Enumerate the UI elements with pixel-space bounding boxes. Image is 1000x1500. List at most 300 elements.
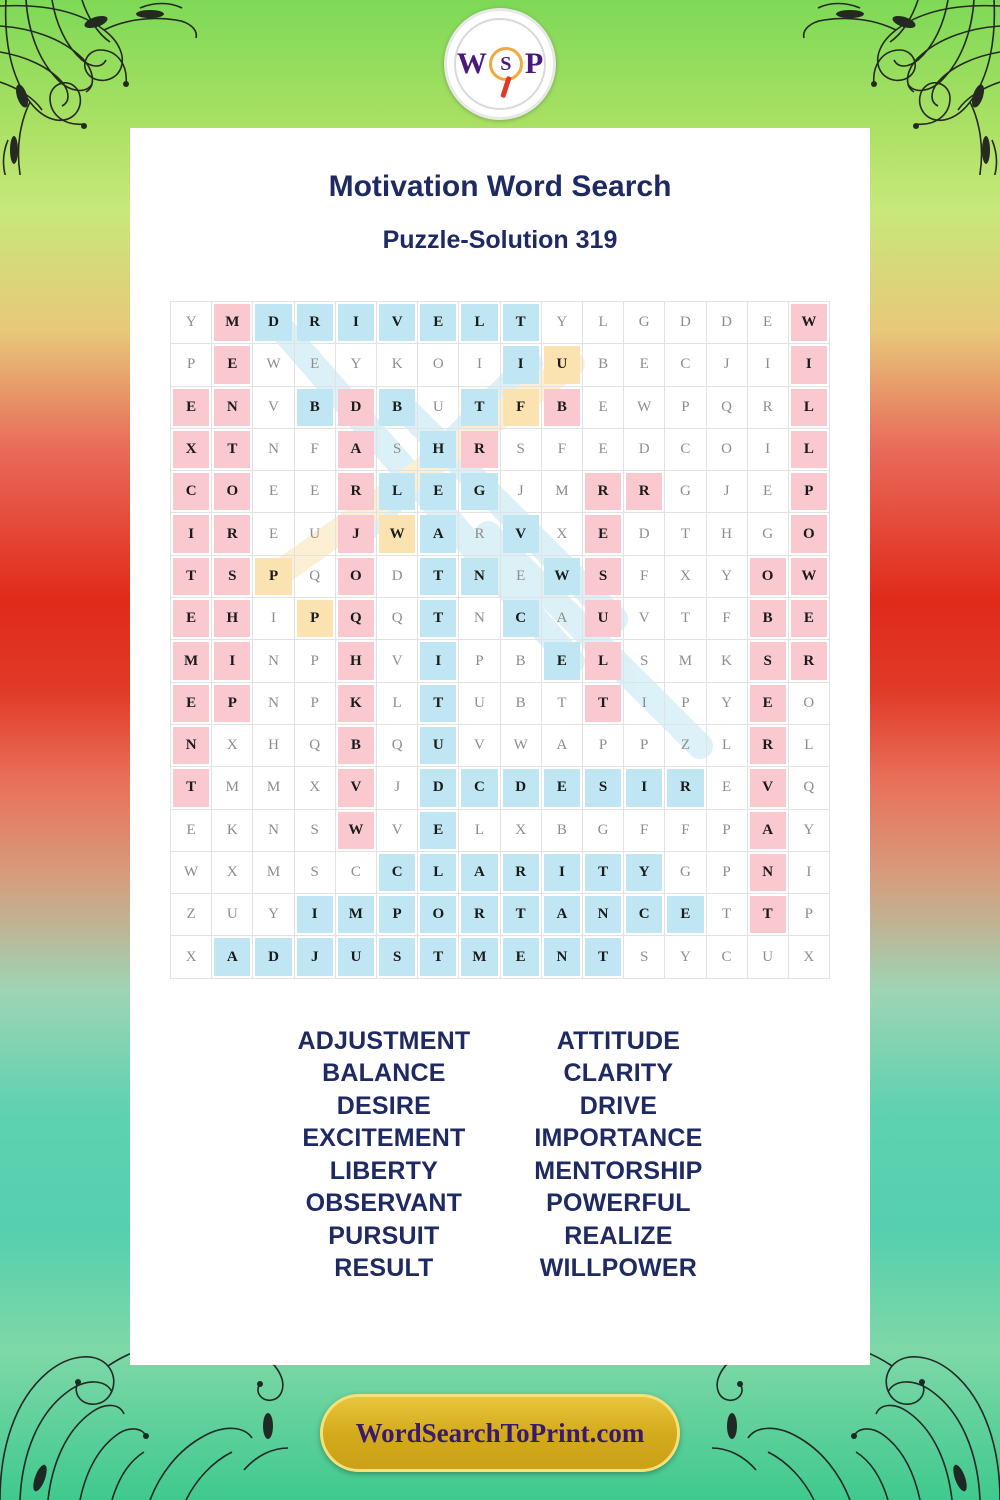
grid-letter: E	[556, 779, 567, 796]
grid-letter: T	[557, 694, 567, 711]
grid-letter: R	[474, 525, 485, 542]
grid-cell	[500, 682, 541, 724]
grid-cell	[171, 767, 212, 809]
grid-letter: Y	[268, 906, 279, 923]
grid-letter: E	[680, 906, 691, 923]
grid-letter: S	[310, 864, 319, 880]
word-item: BALANCE	[322, 1059, 446, 1088]
grid-letter: K	[226, 821, 238, 838]
grid-letter: Q	[391, 737, 403, 754]
grid-cell	[624, 598, 665, 640]
grid-letter: J	[352, 525, 360, 542]
grid-letter: L	[392, 694, 402, 711]
grid-cell	[706, 513, 747, 555]
grid-letter: E	[310, 483, 320, 500]
grid-letter: R	[638, 483, 650, 500]
grid-letter: P	[681, 398, 690, 415]
grid-cell	[376, 640, 417, 682]
logo-letter-s: S	[500, 52, 512, 75]
grid-cell	[253, 894, 294, 936]
grid-letter: P	[392, 906, 402, 923]
grid-letter: I	[271, 610, 277, 627]
grid-cell	[706, 936, 747, 978]
grid-letter: I	[229, 652, 236, 669]
grid-row	[171, 724, 830, 766]
grid-letter: B	[556, 821, 567, 838]
grid-cell	[583, 640, 624, 682]
grid-letter: E	[598, 525, 609, 542]
grid-cell	[171, 809, 212, 851]
grid-cell	[624, 302, 665, 344]
grid-letter: D	[432, 779, 444, 796]
grid-cell	[294, 471, 335, 513]
grid-cell	[541, 386, 582, 428]
grid-cell	[624, 344, 665, 386]
grid-letter: R	[226, 525, 238, 542]
grid-cell	[294, 513, 335, 555]
grid-letter: O	[803, 525, 815, 542]
grid-cell	[294, 344, 335, 386]
grid-cell	[500, 428, 541, 470]
grid-cell	[376, 894, 417, 936]
grid-letter: B	[598, 356, 609, 373]
grid-letter: I	[435, 652, 442, 669]
grid-letter: V	[638, 610, 650, 627]
grid-letter: S	[640, 652, 649, 669]
grid-cell	[788, 302, 829, 344]
word-item: LIBERTY	[329, 1156, 439, 1185]
grid-cell	[541, 724, 582, 766]
grid-cell	[788, 428, 829, 470]
grid-cell	[747, 851, 788, 893]
grid-letter: E	[268, 483, 279, 500]
grid-cell	[500, 894, 541, 936]
grid-cell	[747, 386, 788, 428]
grid-letter: N	[556, 948, 568, 965]
grid-letter: P	[640, 737, 649, 754]
grid-cell	[541, 555, 582, 597]
grid-cell	[747, 555, 788, 597]
word-search-grid-wrapper	[170, 301, 830, 979]
grid-letter: J	[310, 948, 319, 965]
grid-cell	[212, 598, 253, 640]
grid-cell	[253, 513, 294, 555]
grid-cell	[335, 640, 376, 682]
grid-cell	[788, 555, 829, 597]
grid-cell	[171, 386, 212, 428]
grid-cell	[335, 936, 376, 978]
grid-letter: L	[474, 821, 485, 838]
grid-cell	[171, 598, 212, 640]
grid-cell	[171, 851, 212, 893]
grid-cell	[171, 513, 212, 555]
grid-cell	[212, 344, 253, 386]
word-item: CLARITY	[563, 1059, 674, 1088]
grid-letter: S	[598, 567, 608, 584]
grid-cell	[583, 682, 624, 724]
grid-letter: F	[681, 821, 690, 838]
grid-cell	[253, 809, 294, 851]
grid-letter: R	[474, 906, 485, 923]
grid-cell	[747, 724, 788, 766]
grid-cell	[335, 894, 376, 936]
grid-cell	[418, 767, 459, 809]
grid-letter: E	[186, 694, 197, 711]
grid-letter: D	[268, 948, 279, 965]
grid-letter: T	[474, 398, 485, 415]
grid-cell	[788, 386, 829, 428]
grid-cell	[418, 555, 459, 597]
grid-letter: E	[762, 694, 773, 711]
grid-letter: U	[226, 906, 238, 923]
grid-letter: V	[268, 398, 279, 415]
grid-letter: H	[350, 652, 362, 669]
grid-cell	[171, 471, 212, 513]
grid-cell	[376, 428, 417, 470]
grid-cell	[335, 767, 376, 809]
grid-cell	[376, 682, 417, 724]
grid-letter: N	[474, 610, 485, 627]
grid-letter: I	[352, 314, 359, 331]
grid-cell	[171, 724, 212, 766]
grid-cell	[500, 598, 541, 640]
grid-cell	[294, 386, 335, 428]
grid-letter: P	[310, 652, 319, 669]
grid-cell	[253, 555, 294, 597]
grid-cell	[459, 598, 500, 640]
grid-cell	[500, 936, 541, 978]
grid-letter: V	[391, 821, 403, 838]
grid-letter: N	[268, 694, 279, 711]
grid-cell	[747, 513, 788, 555]
grid-letter: B	[515, 694, 526, 711]
grid-letter: L	[433, 864, 444, 880]
grid-letter: X	[556, 525, 568, 542]
grid-letter: E	[763, 314, 773, 331]
grid-cell	[459, 428, 500, 470]
grid-cell	[253, 428, 294, 470]
grid-letter: S	[228, 567, 237, 584]
grid-letter: G	[473, 483, 486, 500]
grid-cell	[747, 428, 788, 470]
grid-letter: X	[185, 441, 197, 458]
grid-cell	[583, 724, 624, 766]
grid-cell	[253, 936, 294, 978]
grid-cell	[294, 894, 335, 936]
grid-cell	[376, 344, 417, 386]
grid-letter: Y	[638, 864, 650, 880]
grid-cell	[500, 302, 541, 344]
grid-letter: I	[311, 906, 318, 923]
grid-cell	[665, 682, 706, 724]
grid-cell	[500, 555, 541, 597]
grid-cell	[335, 809, 376, 851]
grid-letter: W	[184, 864, 199, 880]
grid-letter: C	[638, 906, 650, 923]
site-logo	[444, 8, 556, 120]
word-item: MENTORSHIP	[534, 1156, 703, 1185]
grid-letter: K	[350, 694, 362, 711]
grid-cell	[624, 640, 665, 682]
word-item: POWERFUL	[546, 1189, 691, 1218]
grid-cell	[583, 344, 624, 386]
grid-letter: B	[350, 737, 361, 754]
grid-cell	[335, 386, 376, 428]
grid-letter: G	[679, 483, 691, 500]
grid-cell	[583, 598, 624, 640]
grid-cell	[294, 724, 335, 766]
grid-cell	[624, 428, 665, 470]
grid-letter: T	[186, 567, 197, 584]
grid-cell	[376, 513, 417, 555]
grid-letter: T	[515, 906, 526, 923]
puzzle-sheet	[130, 128, 870, 1365]
grid-cell	[171, 640, 212, 682]
grid-cell	[418, 640, 459, 682]
grid-cell	[335, 513, 376, 555]
grid-letter: T	[680, 525, 690, 542]
grid-cell	[747, 894, 788, 936]
grid-cell	[253, 471, 294, 513]
grid-cell	[788, 809, 829, 851]
grid-cell	[665, 724, 706, 766]
grid-cell	[747, 344, 788, 386]
grid-cell	[788, 724, 829, 766]
grid-letter: F	[640, 821, 649, 838]
grid-letter: N	[474, 567, 485, 584]
grid-cell	[376, 724, 417, 766]
grid-cell	[665, 555, 706, 597]
grid-cell	[418, 471, 459, 513]
grid-letter: P	[598, 737, 608, 754]
grid-letter: T	[598, 694, 609, 711]
logo-inner-ring	[454, 18, 546, 110]
grid-cell	[541, 851, 582, 893]
grid-letter: L	[721, 737, 732, 754]
grid-cell	[253, 682, 294, 724]
grid-letter: A	[432, 525, 444, 542]
grid-cell	[212, 724, 253, 766]
logo-letter-w: W	[456, 47, 487, 80]
grid-row	[171, 386, 830, 428]
grid-row	[171, 513, 830, 555]
grid-letter: E	[433, 483, 444, 500]
grid-letter: E	[268, 525, 279, 542]
grid-letter: A	[226, 948, 238, 965]
grid-letter: Y	[721, 694, 732, 711]
grid-letter: V	[391, 652, 403, 669]
grid-cell	[583, 513, 624, 555]
grid-cell	[418, 386, 459, 428]
grid-cell	[665, 767, 706, 809]
grid-cell	[212, 809, 253, 851]
grid-letter: D	[515, 779, 527, 796]
grid-letter: T	[598, 864, 609, 880]
grid-letter: I	[641, 694, 647, 711]
grid-letter: I	[558, 864, 565, 880]
grid-letter: W	[801, 567, 817, 584]
grid-letter: Y	[679, 948, 691, 965]
grid-letter: E	[186, 398, 197, 415]
grid-cell	[212, 471, 253, 513]
grid-cell	[500, 640, 541, 682]
grid-letter: L	[803, 441, 814, 458]
grid-cell	[706, 428, 747, 470]
grid-cell	[500, 471, 541, 513]
grid-letter: Y	[721, 567, 732, 584]
word-list-column-left	[297, 1025, 470, 1285]
grid-letter: F	[310, 441, 319, 458]
grid-cell	[212, 767, 253, 809]
grid-letter: C	[350, 864, 361, 880]
grid-cell	[788, 894, 829, 936]
grid-letter: S	[598, 779, 608, 796]
grid-letter: M	[348, 906, 363, 923]
grid-cell	[500, 513, 541, 555]
grid-cell	[376, 386, 417, 428]
grid-letter: C	[680, 441, 691, 458]
grid-cell	[747, 640, 788, 682]
grid-row	[171, 302, 830, 344]
grid-letter: L	[598, 314, 608, 331]
magnifier-icon	[489, 47, 523, 81]
grid-letter: A	[556, 906, 568, 923]
grid-letter: W	[266, 356, 281, 373]
grid-letter: V	[762, 779, 774, 796]
grid-letter: P	[804, 483, 814, 500]
grid-cell	[624, 513, 665, 555]
grid-letter: N	[268, 441, 279, 458]
grid-cell	[583, 767, 624, 809]
grid-letter: N	[185, 737, 197, 754]
word-item: IMPORTANCE	[534, 1124, 703, 1153]
grid-cell	[541, 344, 582, 386]
grid-cell	[541, 428, 582, 470]
grid-letter: R	[309, 314, 321, 331]
grid-letter: P	[804, 906, 814, 923]
grid-letter: B	[309, 398, 320, 415]
grid-letter: T	[433, 567, 444, 584]
grid-cell	[624, 555, 665, 597]
grid-cell	[706, 640, 747, 682]
grid-letter: N	[226, 398, 238, 415]
grid-cell	[253, 767, 294, 809]
grid-cell	[335, 344, 376, 386]
grid-cell	[212, 936, 253, 978]
grid-cell	[171, 894, 212, 936]
grid-cell	[706, 386, 747, 428]
grid-letter: F	[640, 567, 649, 584]
grid-cell	[335, 555, 376, 597]
grid-letter: N	[762, 864, 774, 880]
grid-cell	[500, 851, 541, 893]
page-title: Motivation Word Search	[328, 170, 672, 203]
grid-cell	[747, 936, 788, 978]
grid-cell	[665, 344, 706, 386]
grid-cell	[335, 471, 376, 513]
grid-cell	[418, 428, 459, 470]
grid-letter: D	[638, 525, 650, 542]
grid-letter: U	[597, 610, 609, 627]
grid-row	[171, 767, 830, 809]
grid-cell	[583, 428, 624, 470]
grid-letter: E	[556, 652, 567, 669]
grid-cell	[253, 344, 294, 386]
grid-cell	[583, 471, 624, 513]
grid-letter: M	[472, 948, 487, 965]
word-item: EXCITEMENT	[302, 1124, 466, 1153]
website-button[interactable]	[320, 1394, 680, 1472]
grid-cell	[788, 513, 829, 555]
grid-letter: E	[803, 610, 814, 627]
grid-cell	[500, 767, 541, 809]
grid-letter: V	[515, 525, 527, 542]
grid-cell	[747, 471, 788, 513]
word-item: REALIZE	[564, 1221, 673, 1250]
word-list	[190, 1025, 810, 1285]
grid-letter: U	[432, 737, 444, 754]
grid-cell	[418, 936, 459, 978]
grid-cell	[706, 598, 747, 640]
grid-cell	[212, 386, 253, 428]
grid-letter: M	[266, 779, 281, 796]
grid-letter: Q	[721, 398, 732, 415]
grid-cell	[253, 386, 294, 428]
grid-cell	[706, 894, 747, 936]
grid-cell	[418, 682, 459, 724]
word-item: PURSUIT	[328, 1221, 440, 1250]
grid-cell	[788, 851, 829, 893]
grid-letter: T	[186, 779, 197, 796]
grid-letter: V	[391, 314, 403, 331]
grid-cell	[500, 386, 541, 428]
grid-letter: F	[722, 610, 731, 627]
grid-row	[171, 682, 830, 724]
grid-cell	[212, 894, 253, 936]
grid-cell	[541, 767, 582, 809]
grid-cell	[624, 724, 665, 766]
grid-cell	[459, 682, 500, 724]
grid-letter: C	[515, 610, 527, 627]
grid-letter: X	[679, 567, 691, 584]
grid-letter: P	[186, 356, 196, 373]
grid-cell	[706, 555, 747, 597]
grid-letter: X	[226, 737, 238, 754]
grid-cell	[583, 555, 624, 597]
grid-letter: W	[513, 737, 528, 754]
grid-cell	[624, 894, 665, 936]
grid-letter: K	[721, 652, 732, 669]
grid-letter: Y	[185, 314, 197, 331]
grid-letter: S	[516, 441, 525, 458]
grid-letter: T	[433, 610, 444, 627]
grid-letter: M	[184, 652, 199, 669]
grid-cell	[212, 428, 253, 470]
grid-letter: T	[433, 948, 444, 965]
grid-letter: U	[350, 948, 362, 965]
grid-cell	[459, 936, 500, 978]
grid-letter: D	[679, 314, 691, 331]
grid-cell	[583, 894, 624, 936]
grid-letter: O	[432, 356, 444, 373]
grid-cell	[665, 851, 706, 893]
grid-row	[171, 598, 830, 640]
grid-letter: X	[515, 821, 527, 838]
grid-cell	[665, 894, 706, 936]
grid-letter: M	[555, 483, 569, 500]
grid-letter: C	[474, 779, 485, 796]
grid-cell	[459, 513, 500, 555]
